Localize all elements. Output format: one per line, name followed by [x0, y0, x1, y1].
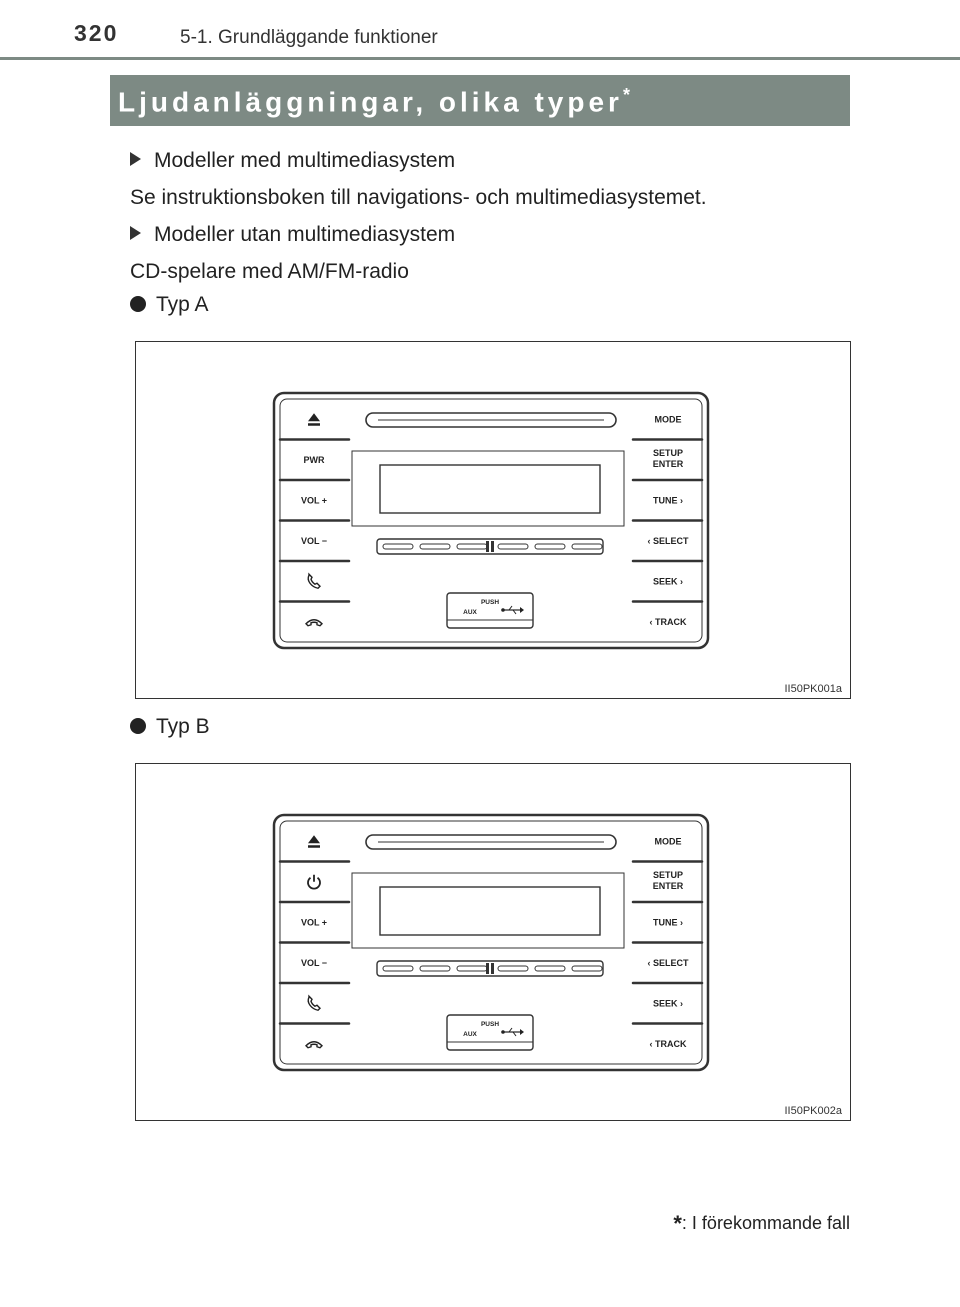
aux-label: AUX	[463, 1031, 477, 1038]
button-label: PWR	[303, 454, 325, 465]
preset-button	[383, 544, 413, 549]
preset-button	[420, 966, 450, 971]
button-label: VOL −	[300, 535, 328, 546]
button-label: SETUP	[652, 869, 684, 880]
button-label: ENTER	[652, 880, 684, 891]
subheading-text: Modeller med multimediasystem	[154, 149, 456, 172]
aux-label: AUX	[463, 609, 477, 616]
preset-button	[572, 544, 602, 549]
preset-button	[535, 966, 565, 971]
figure-code: II50PK001a	[784, 683, 842, 695]
phone-icon	[308, 996, 320, 1010]
preset-divider	[486, 963, 489, 974]
preset-row	[377, 539, 603, 554]
circle-bullet-icon	[130, 296, 146, 312]
type-label-text: Typ A	[156, 293, 209, 316]
audio-unit-illustration	[136, 764, 850, 1120]
body-with-multimedia: Se instruktionsboken till navigations- och multimediasystemet.	[130, 186, 707, 209]
button-label: VOL +	[300, 495, 328, 506]
type-b-label	[130, 715, 210, 739]
page-header	[0, 0, 960, 58]
subheading-without-multimedia	[130, 223, 455, 247]
preset-row	[377, 961, 603, 976]
hangup-icon	[306, 620, 322, 626]
button-label: ‹ SELECT	[647, 535, 689, 546]
preset-divider	[486, 541, 489, 552]
page-number: 320	[74, 20, 119, 46]
triangle-bullet-icon	[130, 226, 141, 240]
usb-icon	[501, 1028, 524, 1036]
section-title-text: Ljudanläggningar, olika typer	[118, 86, 623, 118]
chapter-title: 5-1. Grundläggande funktioner	[180, 27, 438, 48]
circle-bullet-icon	[130, 718, 146, 734]
preset-button	[572, 966, 602, 971]
button-label: SETUP	[652, 447, 684, 458]
button-label: ENTER	[652, 458, 684, 469]
preset-button	[498, 544, 528, 549]
type-a-label	[130, 293, 209, 317]
button-label: ‹ SELECT	[647, 957, 689, 968]
button-label: VOL −	[300, 957, 328, 968]
footnote-asterisk: *	[673, 1211, 682, 1236]
button-label: TUNE ›	[653, 917, 683, 928]
button-label: SEEK ›	[652, 576, 684, 587]
figure-type-a	[135, 341, 851, 699]
triangle-bullet-icon	[130, 152, 141, 166]
button-label: TUNE ›	[653, 495, 683, 506]
section-title	[118, 85, 630, 118]
title-asterisk: *	[622, 85, 630, 105]
power-icon	[308, 875, 320, 889]
figure-code: II50PK002a	[784, 1105, 842, 1117]
button-label: MODE	[654, 414, 682, 425]
type-label-text: Typ B	[156, 715, 210, 738]
push-label: PUSH	[480, 599, 500, 606]
preset-divider	[491, 541, 494, 552]
eject-icon	[308, 413, 320, 426]
subheading-text: Modeller utan multimediasystem	[154, 223, 456, 246]
usb-icon	[501, 606, 524, 614]
audio-unit-illustration	[136, 342, 850, 698]
preset-button	[457, 966, 487, 971]
footnote	[673, 1211, 850, 1237]
section-title-bar	[110, 75, 850, 126]
preset-button	[535, 544, 565, 549]
preset-button	[420, 544, 450, 549]
push-label: PUSH	[480, 1021, 500, 1028]
subheading-with-multimedia	[130, 149, 455, 173]
button-label: SEEK ›	[652, 998, 684, 1009]
button-label: ‹ TRACK	[649, 616, 687, 627]
display-screen	[380, 465, 600, 513]
display-screen	[380, 887, 600, 935]
header-rule	[0, 57, 960, 60]
preset-button	[498, 966, 528, 971]
phone-icon	[308, 574, 320, 588]
button-label: ‹ TRACK	[649, 1038, 687, 1049]
display-bezel	[352, 451, 624, 526]
hangup-icon	[306, 1042, 322, 1048]
body-without-multimedia: CD-spelare med AM/FM-radio	[130, 260, 409, 283]
preset-button	[383, 966, 413, 971]
eject-icon	[308, 835, 320, 848]
footnote-text: : I förekommande fall	[681, 1213, 850, 1233]
preset-button	[457, 544, 487, 549]
display-bezel	[352, 873, 624, 948]
button-label: MODE	[654, 836, 682, 847]
button-label: VOL +	[300, 917, 328, 928]
figure-type-b	[135, 763, 851, 1121]
preset-divider	[491, 963, 494, 974]
